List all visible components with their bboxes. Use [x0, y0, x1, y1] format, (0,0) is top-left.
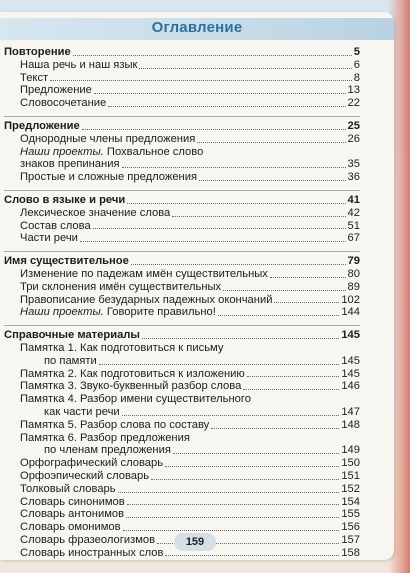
toc-entry-title: Однородные члены предложения	[20, 132, 196, 145]
toc-page-number: 150	[341, 457, 360, 470]
toc-page-number: 149	[341, 444, 360, 457]
toc-entry-title: Изменение по падежам имён существительных	[20, 267, 268, 280]
toc-entry-title	[20, 306, 216, 319]
dot-leader	[199, 180, 346, 181]
header	[0, 14, 394, 44]
toc-entry-title: Словарь иностранных слов	[20, 546, 164, 559]
toc-entry-title: по памяти	[44, 354, 97, 367]
toc-entry	[4, 281, 360, 294]
section-divider	[4, 325, 360, 326]
toc-page-number: 146	[341, 380, 360, 393]
toc-entry-title: Простые и сложные предложения	[20, 171, 198, 184]
dot-leader	[122, 167, 346, 168]
toc-entry	[4, 84, 360, 97]
toc-entry-title: Текст	[20, 71, 49, 84]
dot-leader	[211, 428, 339, 429]
dot-leader	[127, 504, 340, 505]
toc-entry-title: Наша речь и наш язык	[20, 58, 138, 71]
toc-entry	[4, 355, 360, 368]
toc-entry-title: Словарь омонимов	[20, 521, 121, 534]
toc-entry	[4, 342, 360, 355]
toc-entry-title: Словарь фразеологизмов	[20, 533, 156, 546]
dot-leader	[151, 479, 339, 480]
dot-leader	[142, 338, 339, 339]
section-divider	[4, 251, 360, 252]
toc-entry-title: Памятка 5. Разбор слова по составу	[20, 418, 210, 431]
toc-entry-title: как части речи	[44, 405, 120, 418]
toc-entry	[4, 483, 360, 496]
toc-page-number: 42	[347, 206, 360, 219]
toc-entry-title: Справочные материалы	[4, 329, 140, 342]
toc-page-number: 13	[347, 84, 360, 97]
toc-entry-title: Памятка 3. Звуко-буквенный разбор слова	[20, 380, 242, 393]
toc-entry-title: Памятка 4. Разбор имени существительного	[20, 393, 251, 406]
toc-entry-title: Орфоэпический словарь	[20, 469, 150, 482]
toc-section	[4, 194, 360, 245]
toc-entry-title-italic: Наши проекты.	[20, 306, 104, 319]
toc-entry-title: Памятка 2. Как подготовиться к изложению	[20, 367, 245, 380]
toc-page-number: 22	[347, 97, 360, 110]
toc-entry	[4, 368, 360, 381]
toc-entry-title: Предложение	[4, 119, 80, 132]
toc-page-number: 67	[347, 232, 360, 245]
toc-entry	[4, 432, 360, 445]
toc-page-number: 25	[347, 119, 360, 132]
dot-leader	[127, 203, 345, 204]
toc-entry	[4, 496, 360, 509]
toc-entry	[4, 171, 360, 184]
dot-leader	[165, 555, 339, 556]
toc-entry-title-italic: Наши проекты.	[20, 145, 104, 158]
toc-entry	[4, 393, 360, 406]
dot-leader	[274, 302, 339, 303]
dot-leader	[82, 129, 346, 130]
page-number: 159	[174, 533, 216, 551]
dot-leader	[80, 241, 346, 242]
toc-entry-title: Орфографический словарь	[20, 457, 164, 470]
toc-page-number: 6	[353, 58, 360, 71]
toc-section-heading	[4, 120, 360, 133]
toc-entry-title	[20, 146, 360, 159]
toc-entry	[4, 380, 360, 393]
toc-entry	[4, 470, 360, 483]
dot-leader	[270, 277, 346, 278]
toc-section-heading	[4, 329, 360, 342]
toc-entry-title: Предложение	[20, 84, 92, 97]
toc-entry-title: Повторение	[4, 46, 71, 58]
dot-leader	[247, 376, 340, 377]
toc-entry-title: Словарь синонимов	[20, 495, 125, 508]
toc-page-number: 154	[341, 495, 360, 508]
dot-leader	[173, 453, 339, 454]
toc-page-number: 145	[341, 354, 360, 367]
toc-page-number: 79	[347, 255, 360, 268]
toc-section-heading	[4, 255, 360, 268]
dot-leader	[172, 216, 345, 217]
toc-page-number: 157	[341, 533, 360, 546]
toc-entry-title: Слово в языке и речи	[4, 193, 126, 206]
toc-page-number: 148	[341, 418, 360, 431]
toc-entry	[4, 220, 360, 233]
toc-entry	[4, 97, 360, 110]
toc-entry	[4, 521, 360, 534]
dot-leader	[99, 364, 340, 365]
toc-entry	[4, 59, 360, 72]
dot-leader	[93, 228, 346, 229]
toc-page-number: 155	[341, 508, 360, 521]
toc-entry-title: Три склонения имён существительных	[20, 280, 222, 293]
toc-section-heading	[4, 194, 360, 207]
dot-leader	[123, 530, 340, 531]
toc-entry	[4, 146, 360, 159]
toc-entry-title: по членам предложения	[44, 444, 171, 457]
dot-leader	[122, 415, 340, 416]
dot-leader	[165, 466, 339, 467]
toc-entry	[4, 457, 360, 470]
toc-entry-title: Части речи	[20, 232, 78, 245]
dot-leader	[197, 142, 345, 143]
toc-page-number: 35	[347, 158, 360, 171]
section-divider	[4, 190, 360, 191]
toc-entry-title: Правописание безударных падежных окончаний	[20, 293, 273, 306]
toc-entry-title: Словосочетание	[20, 97, 107, 110]
toc-page-number: 158	[341, 546, 360, 559]
toc-page-number: 144	[341, 306, 360, 319]
toc-entry-title: Лексическое значение слова	[20, 206, 171, 219]
toc-entry-title: Памятка 6. Разбор предложения	[20, 431, 190, 444]
section-divider	[4, 116, 360, 117]
toc-entry-title: знаков препинания	[20, 158, 120, 171]
toc-page-number: 145	[341, 329, 360, 342]
dot-leader	[118, 492, 340, 493]
dot-leader	[73, 55, 352, 56]
toc-page-number: 147	[341, 405, 360, 418]
toc-page-number: 80	[347, 267, 360, 280]
toc-entry-title: Толковый словарь	[20, 482, 116, 495]
toc-entry	[4, 406, 360, 419]
toc-entry-title: Имя существительное	[4, 255, 129, 268]
toc-entry-title-rest: Говорите правильно!	[103, 306, 216, 319]
toc-entry	[4, 158, 360, 171]
toc-entry-title: Состав слова	[20, 219, 91, 232]
toc-page-number: 5	[353, 46, 360, 58]
toc-page-number: 151	[341, 469, 360, 482]
toc-entry-title-rest: Похвальное слово	[103, 145, 204, 158]
toc-entry	[4, 444, 360, 457]
toc-page-number: 26	[347, 132, 360, 145]
toc-entry	[4, 133, 360, 146]
toc-entry	[4, 207, 360, 220]
toc-page-number: 8	[353, 71, 360, 84]
toc-entry	[4, 72, 360, 85]
toc-page-number: 51	[347, 219, 360, 232]
page-title: Оглавление	[151, 19, 243, 36]
toc-page-number: 36	[347, 171, 360, 184]
table-of-contents	[4, 46, 360, 565]
toc-entry	[4, 268, 360, 281]
toc-page-number: 41	[347, 193, 360, 206]
toc-entry	[4, 419, 360, 432]
dot-leader	[243, 389, 339, 390]
dot-leader	[50, 80, 352, 81]
toc-entry-title: Памятка 1. Как подготовиться к письму	[20, 341, 224, 354]
toc-section	[4, 329, 360, 559]
toc-entry	[4, 306, 360, 319]
toc-page-number: 152	[341, 482, 360, 495]
toc-entry-title: Словарь антонимов	[20, 508, 125, 521]
footer	[0, 533, 394, 553]
toc-section-heading	[4, 46, 360, 59]
toc-entry	[4, 232, 360, 245]
toc-section	[4, 46, 360, 110]
toc-entry	[4, 508, 360, 521]
toc-page-number: 145	[341, 367, 360, 380]
dot-leader	[139, 68, 351, 69]
dot-leader	[131, 264, 346, 265]
dot-leader	[108, 106, 345, 107]
dot-leader	[126, 517, 339, 518]
dot-leader	[223, 290, 345, 291]
toc-entry	[4, 294, 360, 307]
toc-page-number: 89	[347, 280, 360, 293]
toc-section	[4, 120, 360, 184]
toc-page-number: 156	[341, 521, 360, 534]
dot-leader	[218, 315, 339, 316]
toc-section	[4, 255, 360, 319]
dot-leader	[94, 93, 346, 94]
toc-page-number: 102	[341, 293, 360, 306]
